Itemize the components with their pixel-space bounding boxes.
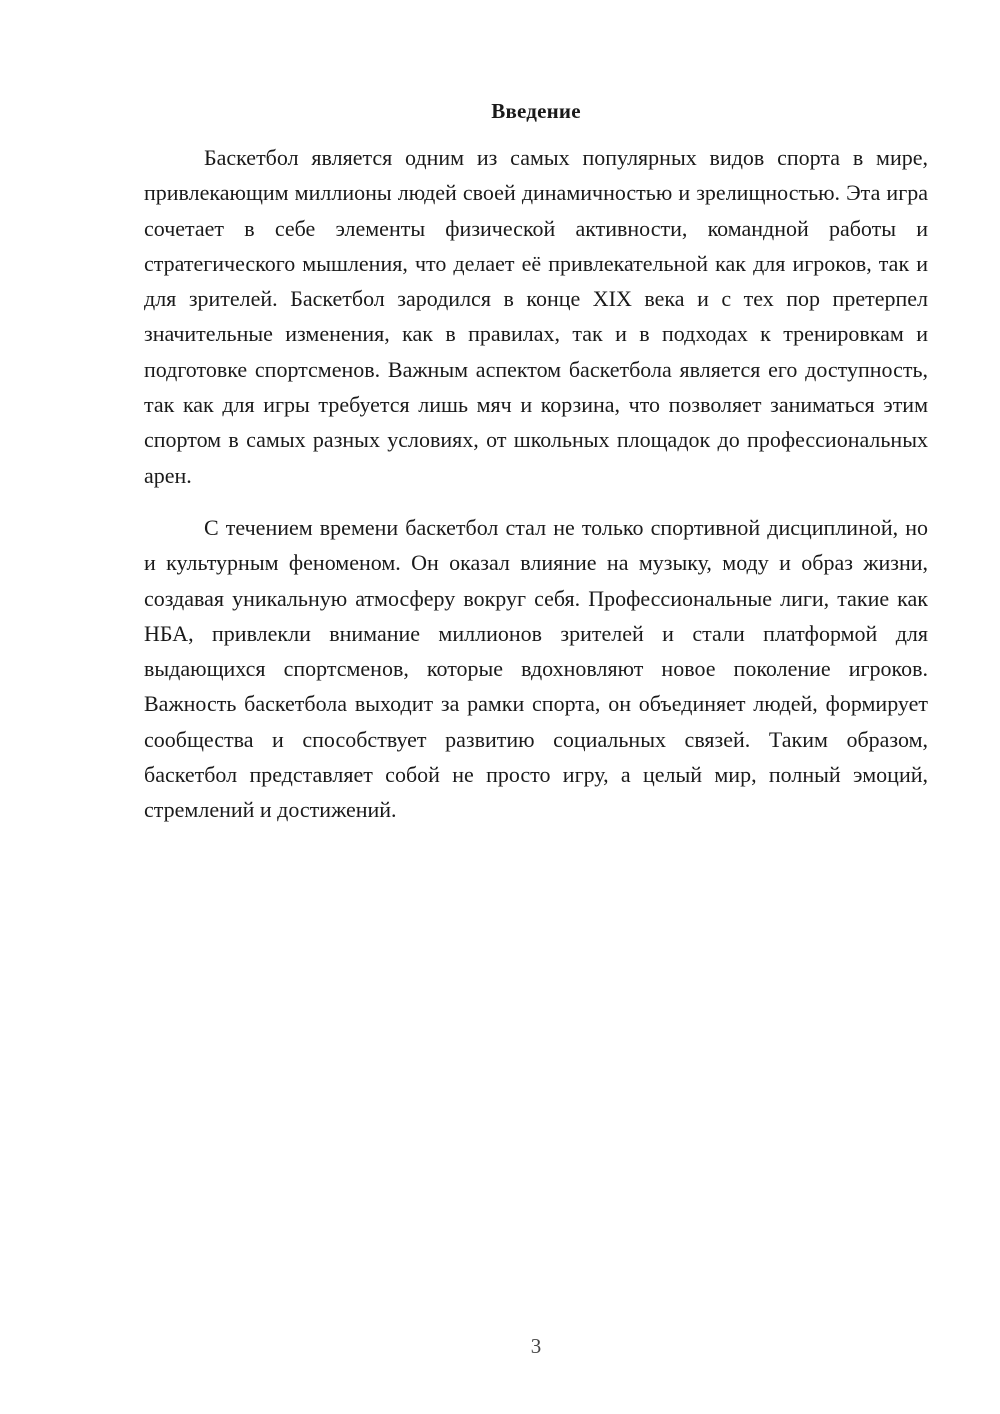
paragraph-2: С течением времени баскетбол стал не только спортивной дисциплиной, но и культурным феноменом. Он оказал влияние на музыку, моду и образ жизни, создавая уникальную атмосферу вокруг себя. Профессиональные лиги, такие как НБА, привлекли внимание миллионов зрителей и стали платформой для выдающихся спортсменов, которые вдохновляют новое поколение игроков. Важность баскетбола выходит за рамки спорта, он объединяет людей, формирует сообщества и способствует развитию социальных связей. Таким образом, баскетбол представляет собой не просто игру, а целый мир, полный эмоций, стремлений и достижений. — [144, 514, 928, 823]
page-number: 3 — [530, 1334, 542, 1358]
page-content — [144, 96, 928, 828]
section-heading: Введение — [491, 99, 581, 123]
paragraph-1: Баскетбол является одним из самых популярных видов спорта в мире, привлекающим миллионы людей своей динамичностью и зрелищностью. Эта игра сочетает в себе элементы физической активности, командной работы и стратегического мышления, что делает её привлекательной как для игроков, так и для зрителей. Баскетбол зародился в конце XIX века и с тех пор претерпел значительные изменения, как в правилах, так и в подходах к тренировкам и подготовке спортсменов. Важным аспектом баскетбола является его доступность, так как для игры требуется лишь мяч и корзина, что позволяет заниматься этим спортом в самых разных условиях, от школьных площадок до профессиональных арен. — [144, 145, 928, 488]
